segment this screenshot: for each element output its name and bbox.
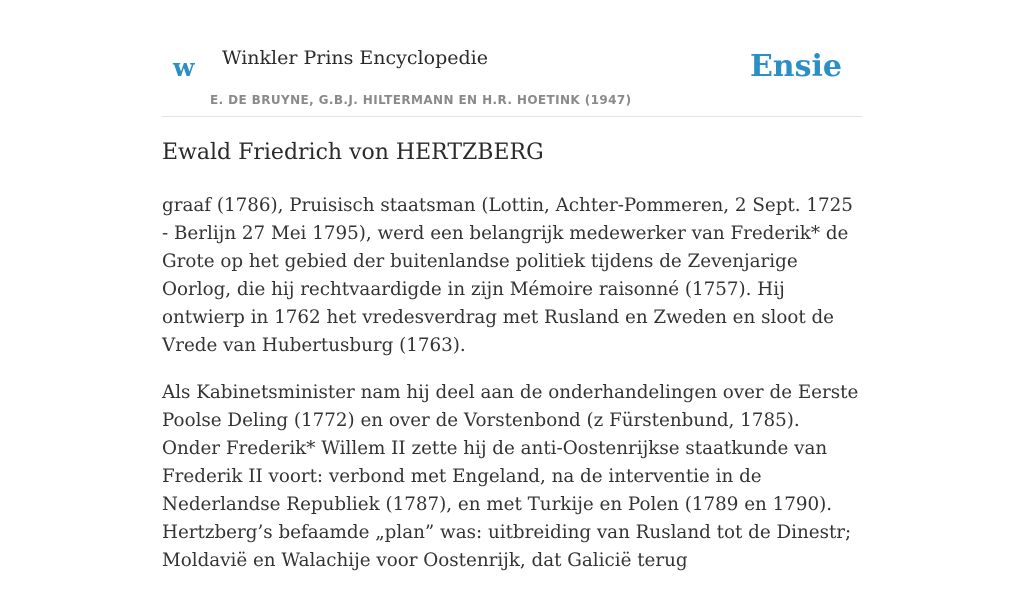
winkler-prins-logo-icon[interactable]: w (173, 53, 195, 82)
encyclopedia-title-link[interactable]: Winkler Prins Encyclopedie (222, 47, 488, 69)
ensie-logo-link[interactable]: Ensie (749, 49, 842, 84)
article-paragraph-2: Als Kabinetsminister nam hij deel aan de onderhandelingen over de Eerste Poolse Deling (1772) en over de Vorstenbond (z Fürstenbund, 1785). Onder Frederik* Willem II zette hij de anti-Oostenrijkse staatkunde van Frederik II voort: verbond met Engeland, na de interventie in de Nederlandse Republiek (1787), en met Turkije en Polen (1789 en 1790). Hertzberg’s befaamde „plan” was: uitbreiding van Rusland tot de Dinestr; Moldavië en Walachije voor Oostenrijk, dat Galicië terug (162, 382, 859, 571)
article-paragraph-1: graaf (1786), Pruisisch staatsman (Lottin, Achter-Pommeren, 2 Sept. 1725 - Berlijn 27 Mei 1795), werd een belangrijk medewerker van Frederik* de Grote op het gebied der buitenlandse politiek tijdens de Zevenjarige Oorlog, die hij rechtvaardigde in zijn Mémoire raisonné (1757). Hij ontwierp in 1762 het vredesverdrag met Rusland en Zweden en sloot de Vrede van Hubertusburg (1763). (162, 195, 853, 356)
site-header (162, 36, 862, 117)
article-body (162, 192, 862, 594)
encyclopedia-authors: E. DE BRUYNE, G.B.J. HILTERMANN EN H.R. HOETINK (1947) (210, 93, 632, 107)
article-title: Ewald Friedrich von HERTZBERG (162, 140, 544, 165)
